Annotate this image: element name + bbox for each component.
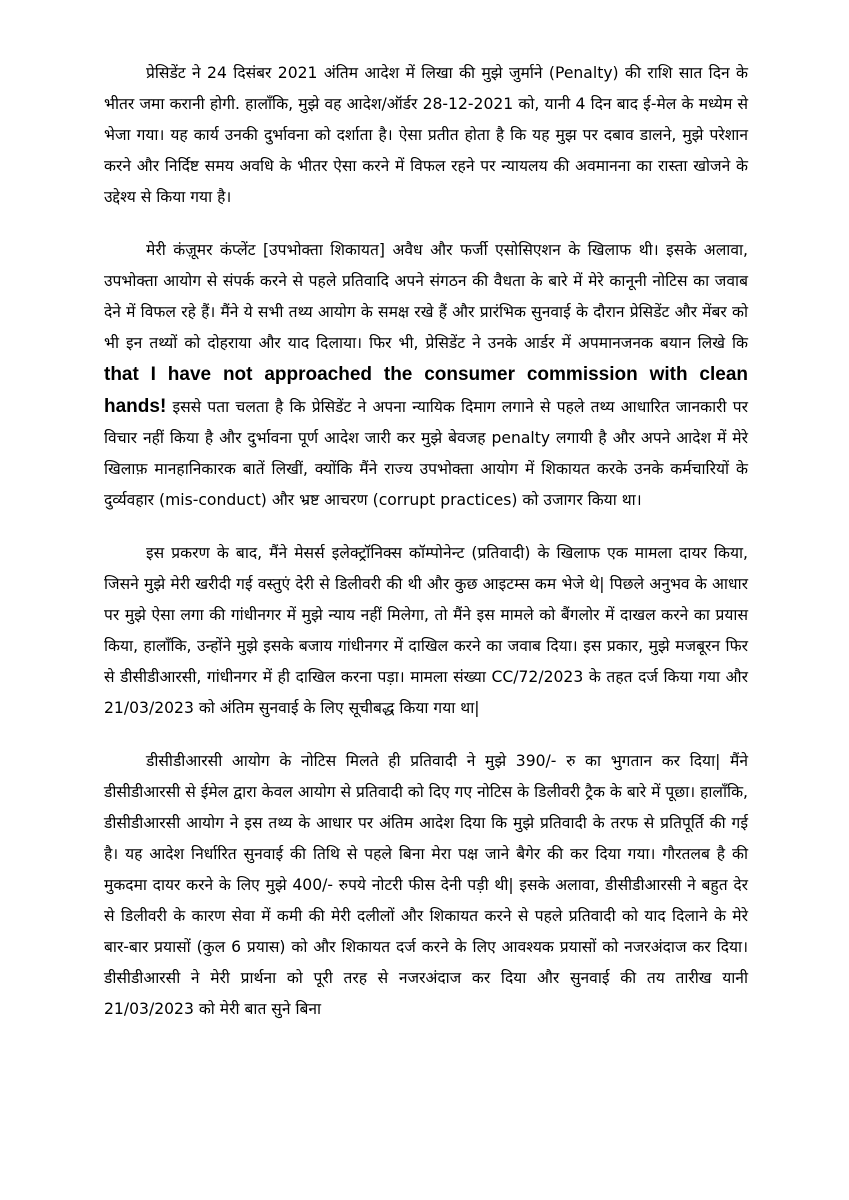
paragraph-text: डीसीडीआरसी आयोग के नोटिस मिलते ही प्रतिवादी ने मुझे 390/- रु का भुगतान कर दिया| मैंने डीसीडीआरसी से ईमेल द्वारा केवल आयोग से प्रतिवादी को दिए गए नोटिस के डिलीवरी ट्रैक के बारे में पूछा। हालाँकि, डीसीडीआरसी आयोग ने इस तथ्य के आधार पर अंतिम आदेश दिया कि मुझे प्रतिवादी के तरफ से प्रतिपूर्ति की गई है। यह आदेश निर्धारित सुनवाई की तिथि से पहले बिना मेरा पक्ष जाने बैगेर की कर दिया गया। गौरतलब है की मुकदमा दायर करने के लिए मुझे 400/- रुपये नोटरी फीस देनी पड़ी थी| इसके अलावा, डीसीडीआरसी ने बहुत देर से डिलीवरी के कारण सेवा में कमी की मेरी दलीलों और शिकायत करने से पहले प्रतिवादी को याद दिलाने के मेरे बार-बार प्रयासों (कुल 6 प्रयास) को और शिकायत दर्ज करने के लिए आवश्यक प्रयासों को नजरअंदाज कर दिया। डीसीडीआरसी ने मेरी प्रार्थना को पूरी तरह से नजरअंदाज कर दिया और सुनवाई की तय तारीख यानी 21/03/2023 को मेरी बात सुने बिना [104, 752, 748, 1018]
paragraph-text: प्रेसिडेंट ने 24 दिसंबर 2021 अंतिम आदेश में लिखा की मुझे जुर्माने (Penalty) की राशि सात दिन के भीतर जमा करानी होगी. हालाँकि, मुझे वह आदेश/ऑर्डर 28-12-2021 को, यानी 4 दिन बाद ई-मेल के मध्येम से भेजा गया। यह कार्य उनकी दुर्भावना को दर्शाता है। ऐसा प्रतीत होता है कि यह मुझ पर दबाव डालने, मुझे परेशान करने और निर्दिष्ट समय अवधि के भीतर ऐसा करने में विफल रहने पर न्यायलय की अवमानना का रास्ता खोजने के उद्देश्य से किया गया है। [104, 64, 748, 206]
paragraph-consumer-complaint [104, 235, 748, 516]
document-page [104, 58, 748, 1047]
paragraph-penalty-order [104, 58, 748, 213]
paragraph-text-before: मेरी कंज़ूमर कंप्लेंट [उपभोक्ता शिकायत] अवैध और फर्जी एसोसिएशन के खिलाफ थी। इसके अलावा, उपभोक्ता आयोग से संपर्क करने से पहले प्रतिवादि अपने संगठन की वैधता के बारे में मेरे कानूनी नोटिस का जवाब देने में विफल रहे हैं। मैंने ये सभी तथ्य आयोग के समक्ष रखे हैं और प्रारंभिक सुनवाई के दौरान प्रेसिडेंट और मेंबर को भी इन तथ्यों को दोहराया और याद दिलाया। फिर भी, प्रेसिडेंट ने उनके आर्डर में अपमानजनक बयान लिखे कि [104, 241, 748, 352]
paragraph-dcdrc-order [104, 746, 748, 1025]
paragraph-text: इस प्रकरण के बाद, मैंने मेसर्स इलेक्ट्रॉनिक्स कॉम्पोनेन्ट (प्रतिवादी) के खिलाफ एक मामला दायर किया, जिसने मुझे मेरी खरीदी गई वस्तुएं देरी से डिलीवरी की थी और कुछ आइटम्स कम भेजे थे| पिछले अनुभव के आधार पर मुझे ऐसा लगा की गांधीनगर में मुझे न्याय नहीं मिलेगा, तो मैंने इस मामले को बैंगलोर में दाखल करने का प्रयास किया, हालाँकि, उन्होंने मुझे इसके बजाय गांधीनगर में दाखिल करने का जवाब दिया। इस प्रकार, मुझे मजबूरन फिर से डीसीडीआरसी, गांधीनगर में ही दाखिल करना पड़ा। मामला संख्या CC/72/2023 के तहत दर्ज किया गया और 21/03/2023 को अंतिम सुनवाई के लिए सूचीबद्ध किया गया था| [104, 544, 748, 717]
paragraph-text-after: इससे पता चलता है कि प्रेसिडेंट ने अपना न्यायिक दिमाग लगाने से पहले तथ्य आधारित जानकारी पर विचार नहीं किया है और दुर्भावना पूर्ण आदेश जारी कर मुझे बेवजह penalty लगायी है और अपने आदेश में मेरे खिलाफ़ मानहानिकारक बातें लिखीं, क्योंकि मैंने राज्य उपभोक्ता आयोग में शिकायत करके उनके कर्मचारियों के दुर्व्यवहार (mis-conduct) और भ्रष्ट आचरण (corrupt practices) को उजागर किया था। [104, 398, 748, 509]
quoted-statement-bold: that I have not approached the consumer commission with clean hands! [104, 364, 748, 417]
paragraph-electronics-case [104, 538, 748, 724]
